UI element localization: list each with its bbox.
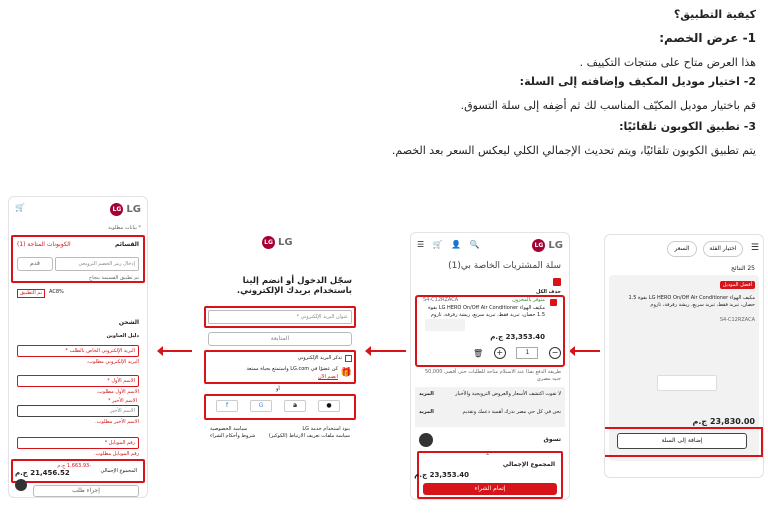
step2-text: قم باختيار موديل المكيّف المناسب لك ثم أضِفه إلى سلة التسوق. [460, 99, 756, 112]
cart-screen [410, 232, 570, 500]
instructions [12, 8, 756, 168]
final-total-label: المجموع الإجمالي [100, 468, 137, 474]
join-text: كن عضوًا في LG.com واستمتع بحياة ممتعة [246, 366, 338, 372]
last-name-field[interactable]: الاسم الأخير [17, 405, 139, 417]
lg-logo-icon: LG [262, 236, 275, 249]
lg-logo-text: LG [548, 240, 563, 251]
instructions-title: كيفية التطبيق؟ [673, 8, 756, 21]
discount-amount: -1,663.93 ج.م [57, 463, 91, 469]
step3-text: يتم تطبيق الكوبون تلقائيًا، ويتم تحديث الإجمالي الكلي ليعكس السعر بعد الخصم. [391, 144, 756, 157]
lg-logo[interactable] [262, 236, 293, 249]
terms-link[interactable]: بنود استخدام خدمة LG [302, 426, 350, 432]
product-sku: S4-C12RZACA [719, 317, 755, 323]
sort-button[interactable]: اختيار الفئة [703, 241, 743, 257]
item-checkbox[interactable] [550, 299, 557, 306]
more-link-2[interactable]: المزيد [419, 409, 434, 415]
continue-button[interactable]: المتابعة [208, 332, 352, 346]
cart-product-image [425, 319, 465, 331]
delivery-note: طريقة الدفع نقدًا عند الاستلام متاحة للطلبات حتى أقصى 50,000 جنيه مصري [424, 369, 561, 382]
mobile-field[interactable]: رقم الموبايل * [17, 437, 139, 449]
select-all-checkbox[interactable] [553, 278, 561, 286]
step1-heading: 1- عرض الخصم: [659, 31, 756, 45]
cart-total-label: المجموع الإجمالي [502, 461, 555, 468]
lg-logo-text: LG [126, 204, 141, 215]
last-name-error: الاسم الأخير مطلوب. [95, 419, 139, 425]
step2-heading: 2- اختيار موديل المكيف وإضافته إلى السلة: [519, 75, 756, 88]
promo-text-1: لا تفوت اكتشف الأسعار والعروض الترويجية والأخبار [455, 391, 561, 397]
decrease-button[interactable]: − [549, 347, 561, 359]
login-title: سجّل الدخول أو انضم إلينا باستخدام بريدك الإلكتروني. [236, 276, 352, 296]
chat-icon[interactable] [419, 433, 433, 447]
place-order-button[interactable]: إجراء طلب [33, 485, 139, 497]
cookies-link[interactable]: سياسة ملفات تعريف الارتباط (الكوكيز) [268, 433, 350, 439]
checkout-button[interactable]: إتمام الشراء [423, 483, 557, 495]
shipping-title: الشحن [118, 319, 139, 326]
step1-text: هذا العرض متاح على منتجات التكييف . [579, 56, 756, 69]
amazon-button[interactable]: a [284, 400, 306, 412]
facebook-button[interactable]: f [216, 400, 238, 412]
collapse-chevron[interactable]: ⌃ [485, 453, 491, 460]
required-note: * بيانات مطلوبة [108, 225, 141, 231]
cart-sku: S4-C12RZACA [423, 297, 459, 303]
last-name-label: الاسم الأخير * [107, 398, 137, 404]
first-name-field[interactable]: الاسم الأول * [17, 375, 139, 387]
join-link[interactable]: انضم الآن [318, 374, 338, 380]
header-icons[interactable]: ☰ 🛒 👤 🔍 [417, 240, 483, 249]
cart-total-value: 23,353.40 ج.م [414, 471, 469, 479]
arrow-to-checkout [162, 350, 192, 352]
more-link-1[interactable]: المزيد [419, 391, 434, 397]
add-to-cart-button[interactable]: إضافة إلى السلة [617, 433, 747, 449]
login-screen [198, 232, 362, 440]
apple-icon: ● [326, 402, 332, 409]
results-count: 25 النتائج [730, 265, 755, 272]
filter-icon[interactable]: ☰ [750, 243, 759, 253]
stock-status: متوفر بالمخزون [512, 297, 545, 303]
lg-logo[interactable] [110, 203, 141, 216]
coupons-available-link[interactable]: الكوبونات المتاحة (1) [17, 241, 71, 248]
order-email-field[interactable]: البريد الإلكتروني الخاص بالطلب * [17, 345, 139, 357]
address-book-link[interactable]: دليل العناوين [106, 333, 139, 339]
arrow-to-cart [574, 350, 600, 352]
quantity-value[interactable]: 1 [516, 347, 538, 359]
privacy-link[interactable]: سياسة الخصوصية [210, 426, 248, 432]
remember-label: تذكر البريد الإلكتروني [297, 355, 342, 361]
google-button[interactable]: G [250, 400, 272, 412]
coupon-success-note: تم تطبيق القسيمة بنجاح [88, 275, 139, 281]
chat-icon[interactable] [15, 479, 27, 491]
lg-logo-text: LG [278, 237, 293, 248]
promo-text-2: نحن في كل حي مصر ندرك أهمية دعمك وتقديم [462, 409, 561, 415]
coupons-label: القسائم [115, 241, 139, 248]
lg-logo[interactable] [532, 239, 563, 252]
apple-button[interactable] [318, 400, 340, 412]
cart-item-price: 23,353.40 ج.م [490, 333, 545, 341]
product-name[interactable]: مكيف الهواء LG HERO On/Off Air Conditioner بقوة 1.5 حصان، تبريد فقط، تبريد سريع، ريشة رفرفة، تاروم [628, 295, 755, 308]
quantity-stepper[interactable] [473, 347, 561, 359]
increase-button[interactable]: + [494, 347, 506, 359]
trash-icon[interactable]: 🗑 [473, 348, 484, 358]
coupon-apply-button[interactable]: قدم [17, 257, 53, 271]
best-model-badge: أفضل الموديل [720, 281, 755, 289]
delete-all-link[interactable]: حذف الكل [535, 289, 561, 295]
arrow-to-login [370, 350, 406, 352]
applied-code: AC8% [49, 289, 64, 295]
product-image[interactable] [657, 375, 717, 391]
shop-label: تسوق [543, 436, 561, 443]
step3-heading: 3- تطبيق الكوبون تلقائيًا: [619, 120, 756, 133]
promo-section [415, 387, 565, 427]
product-listing-screen [604, 234, 764, 478]
gift-icon: 🎁 [340, 368, 352, 378]
mobile-error: رقم الموبايل مطلوب. [93, 451, 139, 457]
lg-logo-icon: LG [110, 203, 123, 216]
email-input[interactable]: عنوان البريد الإلكتروني * [208, 310, 352, 324]
cart-product-name[interactable]: مكيف الهواء LG HERO On/Off Air Conditioner بقوة 1.5 حصان، تبريد فقط، تبريد سريع، ريشة رفرفة، تاروم [428, 305, 545, 318]
coupon-input[interactable]: إدخال رمز الخصم الترويجي [55, 257, 139, 271]
first-name-error: الاسم الأول مطلوب. [96, 389, 139, 395]
applied-badge: تم التطبيق [17, 289, 45, 298]
product-price: 23,830.00 ج.م [692, 417, 755, 426]
checkout-screen [8, 196, 148, 498]
cart-title: سلة المشتريات الخاصة بي(1) [448, 261, 561, 271]
lg-logo-icon: LG [532, 239, 545, 252]
or-divider: أو [276, 386, 280, 392]
order-email-error: البريد الإلكتروني مطلوب. [86, 359, 139, 365]
purchase-terms-link[interactable]: شروط وأحكام الشراء [210, 433, 256, 439]
final-total-value: 21,456.52 ج.م [15, 469, 70, 477]
cart-icon[interactable]: 🛒 [15, 203, 25, 212]
add-to-cart-highlight [604, 427, 763, 457]
price-filter-button[interactable]: السعر [667, 241, 697, 257]
